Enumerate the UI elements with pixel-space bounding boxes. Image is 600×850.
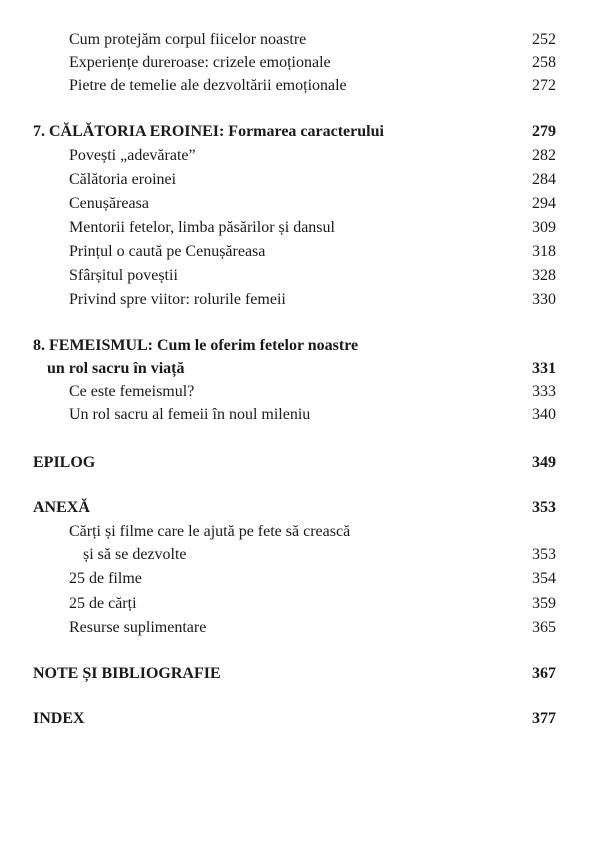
- toc-chapter-heading-continued: [0, 357, 600, 380]
- toc-entry: [0, 216, 600, 239]
- toc-chapter-heading: [0, 451, 600, 474]
- toc-entry-page: 330: [532, 291, 556, 308]
- toc-entry: [0, 592, 600, 615]
- toc-entry: [0, 288, 600, 311]
- toc-entry-page: 258: [532, 54, 556, 71]
- toc-entry-page: 328: [532, 267, 556, 284]
- toc-entry: [0, 520, 600, 543]
- toc-entry-page: 349: [532, 454, 556, 471]
- toc-entry-page: 309: [532, 219, 556, 236]
- toc-entry: [0, 51, 600, 74]
- toc-entry-title: INDEX: [33, 710, 85, 727]
- toc-entry-page: 377: [532, 710, 556, 727]
- toc-entry-title: Privind spre viitor: rolurile femeii: [69, 291, 286, 308]
- toc-entry-title: EPILOG: [33, 454, 96, 471]
- toc-entry: [0, 380, 600, 403]
- toc-chapter-heading: [0, 662, 600, 685]
- toc-entry-title: 7. CĂLĂTORIA EROINEI: Formarea caracterului: [33, 123, 384, 140]
- toc-entry-page: 284: [532, 171, 556, 188]
- toc-entry-title: Ce este femeismul?: [69, 383, 195, 400]
- toc-entry-title: Sfârșitul poveștii: [69, 267, 178, 284]
- toc-entry-title: Pietre de temelie ale dezvoltării emoționale: [69, 77, 347, 94]
- toc-entry-page: 294: [532, 195, 556, 212]
- toc-entry: [0, 192, 600, 215]
- toc-entry-title: Mentorii fetelor, limba păsărilor și dansul: [69, 219, 335, 236]
- toc-entry-page: 318: [532, 243, 556, 260]
- toc-entry: [0, 240, 600, 263]
- toc-entry-page: 340: [532, 406, 556, 423]
- toc-entry-title: Cenușăreasa: [69, 195, 149, 212]
- toc-entry: [0, 74, 600, 97]
- toc-entry-title: Un rol sacru al femeii în noul mileniu: [69, 406, 311, 423]
- toc-entry: [0, 403, 600, 426]
- toc-entry-title: 25 de filme: [69, 570, 142, 587]
- toc-entry-page: 331: [532, 360, 556, 377]
- toc-chapter-heading: [0, 120, 600, 143]
- toc-entry-title: Cărți și filme care le ajută pe fete să crească: [69, 523, 351, 540]
- toc-entry-title: 8. FEMEISMUL: Cum le oferim fetelor noastre: [33, 337, 359, 354]
- toc-entry-page: 367: [532, 665, 556, 682]
- toc-chapter-heading: [0, 707, 600, 730]
- toc-entry: [0, 264, 600, 287]
- toc-chapter-heading: [0, 334, 600, 357]
- toc-entry-title: Prințul o caută pe Cenușăreasa: [69, 243, 266, 260]
- toc-entry-page: 279: [532, 123, 556, 140]
- toc-entry-title: Povești „adevărate”: [69, 147, 196, 164]
- toc-entry-title: ANEXĂ: [33, 499, 90, 516]
- toc-entry-page: 272: [532, 77, 556, 94]
- toc-entry-title: și să se dezvolte: [83, 546, 187, 563]
- toc-entry-title: NOTE ȘI BIBLIOGRAFIE: [33, 665, 221, 682]
- toc-entry: [0, 567, 600, 590]
- toc-entry-page: 359: [532, 595, 556, 612]
- toc-entry-page: 282: [532, 147, 556, 164]
- toc-entry-continued: [0, 543, 600, 566]
- toc-entry-page: 365: [532, 619, 556, 636]
- toc-entry-page: 353: [532, 499, 556, 516]
- toc-entry-title: 25 de cărți: [69, 595, 137, 612]
- toc-entry-page: 252: [532, 31, 556, 48]
- toc-entry-title: Călătoria eroinei: [69, 171, 177, 188]
- toc-entry: [0, 168, 600, 191]
- toc-entry-page: 354: [532, 570, 556, 587]
- toc-entry: [0, 144, 600, 167]
- toc-entry-title: un rol sacru în viață: [47, 360, 185, 377]
- toc-chapter-heading: [0, 496, 600, 519]
- toc-entry-page: 353: [532, 546, 556, 563]
- toc-entry: [0, 616, 600, 639]
- toc-entry-title: Experiențe dureroase: crizele emoționale: [69, 54, 331, 71]
- toc-entry-page: 333: [532, 383, 556, 400]
- toc-entry-title: Cum protejăm corpul fiicelor noastre: [69, 31, 307, 48]
- toc-entry: [0, 28, 600, 51]
- toc-entry-title: Resurse suplimentare: [69, 619, 207, 636]
